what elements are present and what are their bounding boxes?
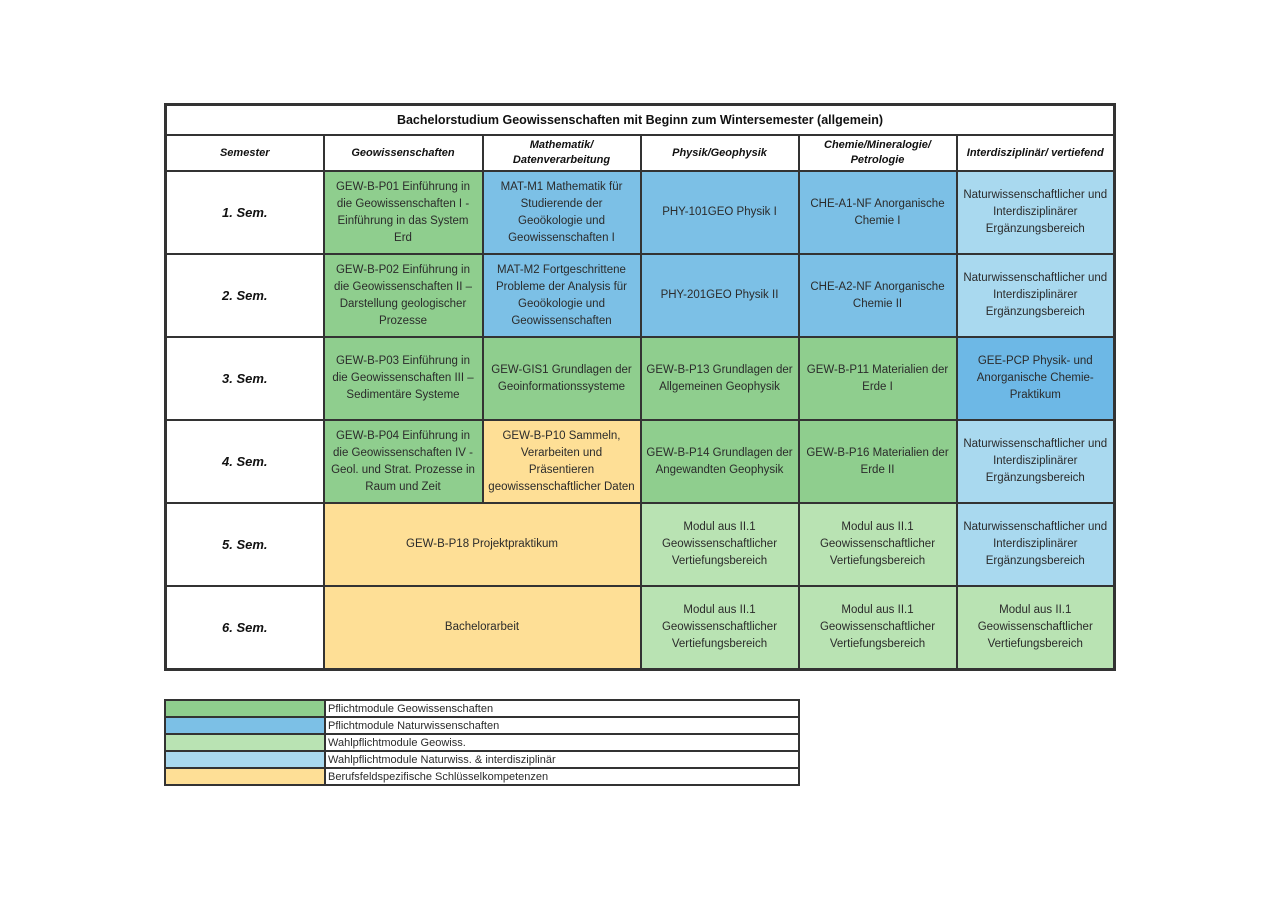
semester-label: 3. Sem. [166, 337, 324, 420]
plan-title: Bachelorstudium Geowissenschaften mit Beginn zum Wintersemester (allgemein) [166, 105, 1115, 136]
legend-label: Berufsfeldspezifische Schlüsselkompetenzen [325, 768, 799, 785]
legend-row [165, 751, 799, 768]
legend-swatch [165, 751, 325, 768]
column-header-geowissenschaften: Geowissenschaften [324, 135, 483, 171]
legend-label: Wahlpflichtmodule Naturwiss. & interdisziplinär [325, 751, 799, 768]
semester-label: 1. Sem. [166, 171, 324, 254]
semester-label: 2. Sem. [166, 254, 324, 337]
legend-swatch [165, 717, 325, 734]
table-row [166, 254, 1115, 337]
legend-row [165, 700, 799, 717]
module-cell: Naturwissenschaftlicher und Interdisziplinärer Ergänzungsbereich [957, 503, 1115, 586]
semester-label: 5. Sem. [166, 503, 324, 586]
legend-swatch [165, 734, 325, 751]
module-cell: Modul aus II.1 Geowissenschaftlicher Vertiefungsbereich [799, 503, 957, 586]
column-header-physik: Physik/Geophysik [641, 135, 799, 171]
column-header-mathematik: Mathematik/ Datenverarbeitung [483, 135, 641, 171]
module-cell: GEW-B-P03 Einführung in die Geowissenschaften III – Sedimentäre Systeme [324, 337, 483, 420]
table-row [166, 503, 1115, 586]
column-header-chemie: Chemie/Mineralogie/ Petrologie [799, 135, 957, 171]
module-cell: PHY-201GEO Physik II [641, 254, 799, 337]
table-row [166, 171, 1115, 254]
legend-table [164, 699, 800, 786]
legend-row [165, 768, 799, 785]
module-cell: CHE-A1-NF Anorganische Chemie I [799, 171, 957, 254]
module-cell: PHY-101GEO Physik I [641, 171, 799, 254]
module-cell: CHE-A2-NF Anorganische Chemie II [799, 254, 957, 337]
module-cell: Modul aus II.1 Geowissenschaftlicher Vertiefungsbereich [957, 586, 1115, 670]
module-cell: GEW-B-P11 Materialien der Erde I [799, 337, 957, 420]
semester-label: 4. Sem. [166, 420, 324, 503]
module-cell: Modul aus II.1 Geowissenschaftlicher Vertiefungsbereich [641, 586, 799, 670]
legend-label: Wahlpflichtmodule Geowiss. [325, 734, 799, 751]
semester-label: 6. Sem. [166, 586, 324, 670]
legend-swatch [165, 768, 325, 785]
module-cell: Naturwissenschaftlicher und Interdisziplinärer Ergänzungsbereich [957, 254, 1115, 337]
module-cell: GEW-B-P14 Grundlagen der Angewandten Geophysik [641, 420, 799, 503]
legend-swatch [165, 700, 325, 717]
column-header-interdisziplinaer: Interdisziplinär/ vertiefend [957, 135, 1115, 171]
module-cell: Modul aus II.1 Geowissenschaftlicher Vertiefungsbereich [799, 586, 957, 670]
module-cell: Bachelorarbeit [324, 586, 641, 670]
module-cell: GEW-B-P13 Grundlagen der Allgemeinen Geophysik [641, 337, 799, 420]
module-cell: GEW-B-P01 Einführung in die Geowissenschaften I - Einführung in das System Erd [324, 171, 483, 254]
module-cell: GEW-B-P16 Materialien der Erde II [799, 420, 957, 503]
module-cell: GEW-B-P10 Sammeln, Verarbeiten und Präsentieren geowissenschaftlicher Daten [483, 420, 641, 503]
module-cell: Naturwissenschaftlicher und Interdisziplinärer Ergänzungsbereich [957, 171, 1115, 254]
module-cell: MAT-M1 Mathematik für Studierende der Geoökologie und Geowissenschaften I [483, 171, 641, 254]
module-cell: Modul aus II.1 Geowissenschaftlicher Vertiefungsbereich [641, 503, 799, 586]
module-cell: GEW-B-P18 Projektpraktikum [324, 503, 641, 586]
module-cell: Naturwissenschaftlicher und Interdisziplinärer Ergänzungsbereich [957, 420, 1115, 503]
module-cell: GEW-B-P02 Einführung in die Geowissenschaften II – Darstellung geologischer Prozesse [324, 254, 483, 337]
legend-row [165, 717, 799, 734]
module-cell: GEW-GIS1 Grundlagen der Geoinformationssysteme [483, 337, 641, 420]
table-row [166, 586, 1115, 670]
legend-row [165, 734, 799, 751]
module-cell: MAT-M2 Fortgeschrittene Probleme der Analysis für Geoökologie und Geowissenschaften [483, 254, 641, 337]
table-row [166, 337, 1115, 420]
module-cell: GEW-B-P04 Einführung in die Geowissenschaften IV - Geol. und Strat. Prozesse in Raum und Zeit [324, 420, 483, 503]
module-cell: GEE-PCP Physik- und Anorganische Chemie-Praktikum [957, 337, 1115, 420]
column-header-semester: Semester [166, 135, 324, 171]
legend-label: Pflichtmodule Geowissenschaften [325, 700, 799, 717]
table-row [166, 420, 1115, 503]
study-plan-table [164, 103, 1116, 671]
legend-label: Pflichtmodule Naturwissenschaften [325, 717, 799, 734]
